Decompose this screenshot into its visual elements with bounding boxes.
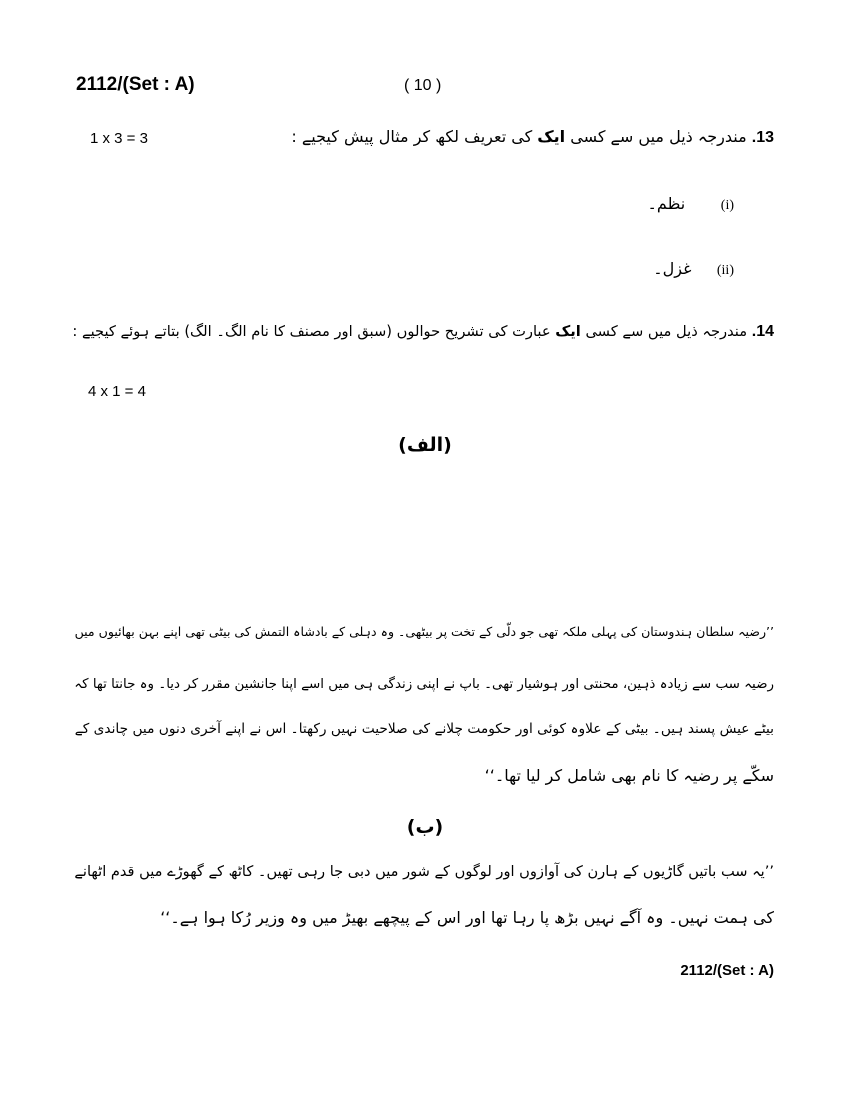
q13-text-before: مندرجہ ذیل میں سے کسی <box>565 127 747 146</box>
q13-number: .13 <box>751 129 774 146</box>
q13-question <box>291 127 774 147</box>
q14-text-after: عبارت کی تشریح حوالوں (سبق اور مصنف کا نام الگ۔ الگ) بتاتے ہوئے کیجیے : <box>72 323 556 340</box>
q14-marks: 4 x 1 = 4 <box>88 383 146 400</box>
be-line-1: ’’یہ سب باتیں گاڑیوں کے ہارن کی آوازوں اور لوگوں کے شور میں دبی جا رہی تھیں۔ کاٹھ کے گھوڑے میں قدم اٹھانے <box>74 863 774 880</box>
alif-line-4: سکّے پر رضیہ کا نام بھی شامل کر لیا تھا۔‘‘ <box>484 766 774 785</box>
q14-question <box>72 323 774 341</box>
q14-text-em: ایک <box>555 323 581 340</box>
paper-code: 2112/(Set : A) <box>76 74 195 95</box>
q13-option-1-label: (i) <box>720 198 734 213</box>
q14-number: .14 <box>751 323 774 340</box>
q13-text-after: کی تعریف لکھ کر مثال پیش کیجیے : <box>291 127 538 146</box>
q13-text-em: ایک <box>537 127 566 146</box>
q13-option-2-label: (ii) <box>716 263 734 278</box>
q13-option-2-text: غزل۔ <box>653 259 692 278</box>
alif-line-1: ’’رضیہ سلطان ہندوستان کی پہلی ملکہ تھی جو دلّی کے تخت پر بیٹھی۔ وہ دہلی کے بادشاہ التمش کی بیٹی تھی اپنے بہن بھائیوں میں <box>74 624 774 639</box>
q14-text-before: مندرجہ ذیل میں سے کسی <box>580 323 748 340</box>
footer-paper-code: 2112/(Set : A) <box>680 962 774 979</box>
q13-option-1 <box>648 194 734 214</box>
q13-option-2 <box>653 259 734 279</box>
q13-marks: 1 x 3 = 3 <box>90 130 148 147</box>
be-line-2: کی ہمت نہیں۔ وہ آگے نہیں بڑھ پا رہا تھا اور اس کے پیچھے بھیڑ میں وہ وزیر رُکا ہوا ہے۔‘‘ <box>160 908 774 927</box>
alif-line-3: بیٹے عیش پسند ہیں۔ بیٹی کے علاوہ کوئی اور حکومت چلانے کی صلاحیت نہیں رکھتا۔ اس نے اپنے آخری دنوں میں چاندی کے <box>74 721 774 737</box>
alif-line-2: رضیہ سب سے زیادہ ذہین، محنتی اور ہوشیار تھی۔ باپ نے اپنی زندگی ہی میں اسے اپنا جانشین مقرر کر دیا۔ وہ جانتا تھا کہ <box>74 677 774 692</box>
q13-option-1-text: نظم۔ <box>647 194 686 213</box>
section-be-heading: (ب) <box>406 816 444 838</box>
section-alif-heading: (الف) <box>398 434 452 456</box>
page-number: ( 10 ) <box>404 77 442 94</box>
